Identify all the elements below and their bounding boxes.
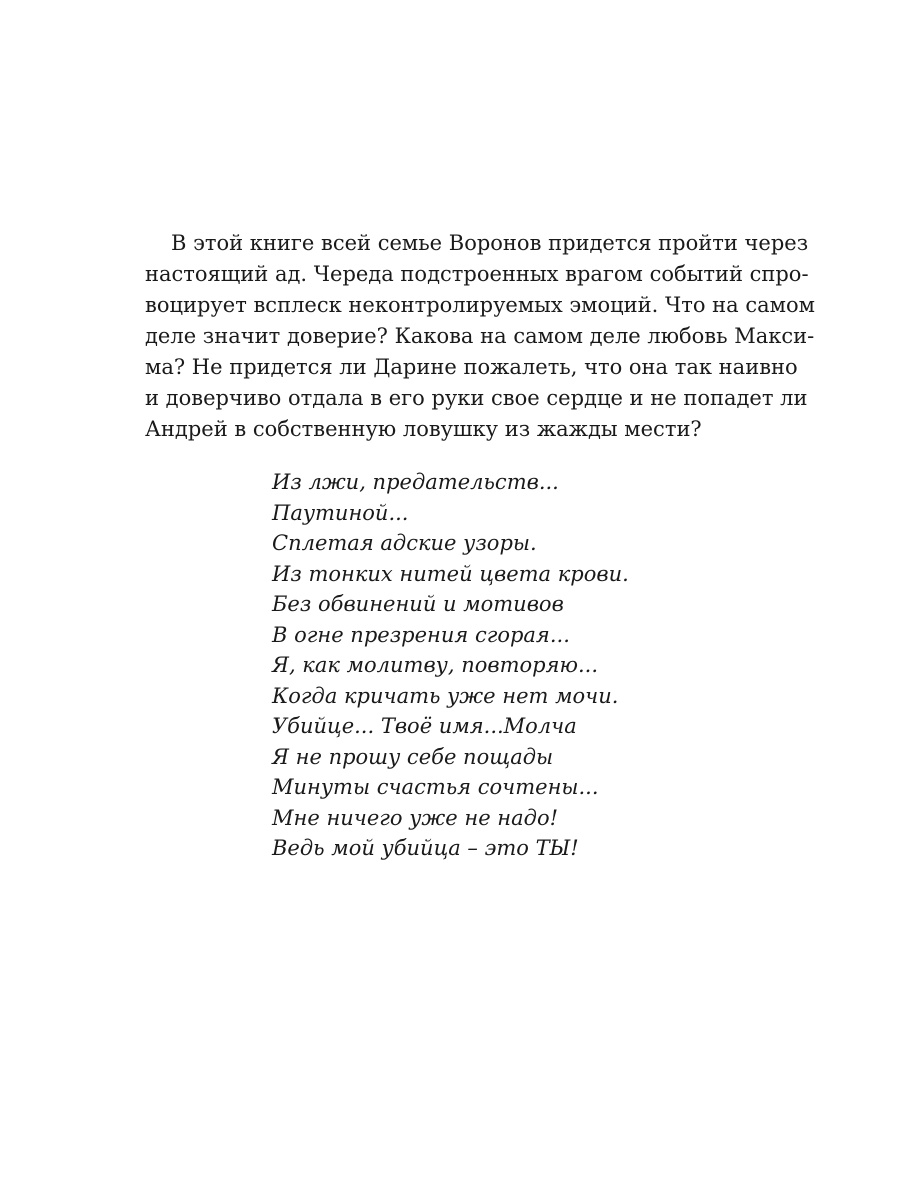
poem — [272, 467, 692, 864]
description-line: настоящий ад. Череда подстроенных врагом событий спро- — [145, 262, 809, 286]
poem-line: Мне ничего уже не надо! — [272, 805, 559, 830]
poem-line: Из тонких нитей цвета крови. — [272, 561, 629, 586]
description-line: Андрей в собственную ловушку из жажды мести? — [145, 417, 702, 441]
poem-line: Ведь мой убийца – это ТЫ! — [272, 836, 579, 860]
poem-line: Паутиной... — [272, 500, 409, 525]
poem-line: Без обвинений и мотивов — [272, 592, 564, 616]
description-line: воцирует всплеск неконтролируемых эмоций. Что на самом — [145, 293, 815, 317]
description-line: и доверчиво отдала в его руки свое сердце и не попадет ли — [145, 386, 808, 410]
poem-line: Когда кричать уже нет мочи. — [272, 683, 619, 708]
poem-line: Из лжи, предательств... — [272, 470, 559, 494]
book-description — [145, 228, 815, 445]
poem-line: Я не прошу себе пощады — [272, 744, 554, 769]
description-line: ма? Не придется ли Дарине пожалеть, что она так наивно — [145, 355, 798, 379]
poem-line: В огне презрения сгорая... — [272, 622, 570, 647]
poem-line: Убийце... Твоё имя...Молча — [272, 714, 577, 738]
description-line: В этой книге всей семье Воронов придется пройти через — [171, 231, 809, 255]
poem-line: Минуты счастья сочтены... — [272, 775, 599, 799]
poem-line: Сплетая адские узоры. — [272, 531, 537, 555]
poem-line: Я, как молитву, повторяю... — [272, 653, 599, 677]
description-line: деле значит доверие? Какова на самом деле любовь Макси- — [145, 324, 815, 348]
